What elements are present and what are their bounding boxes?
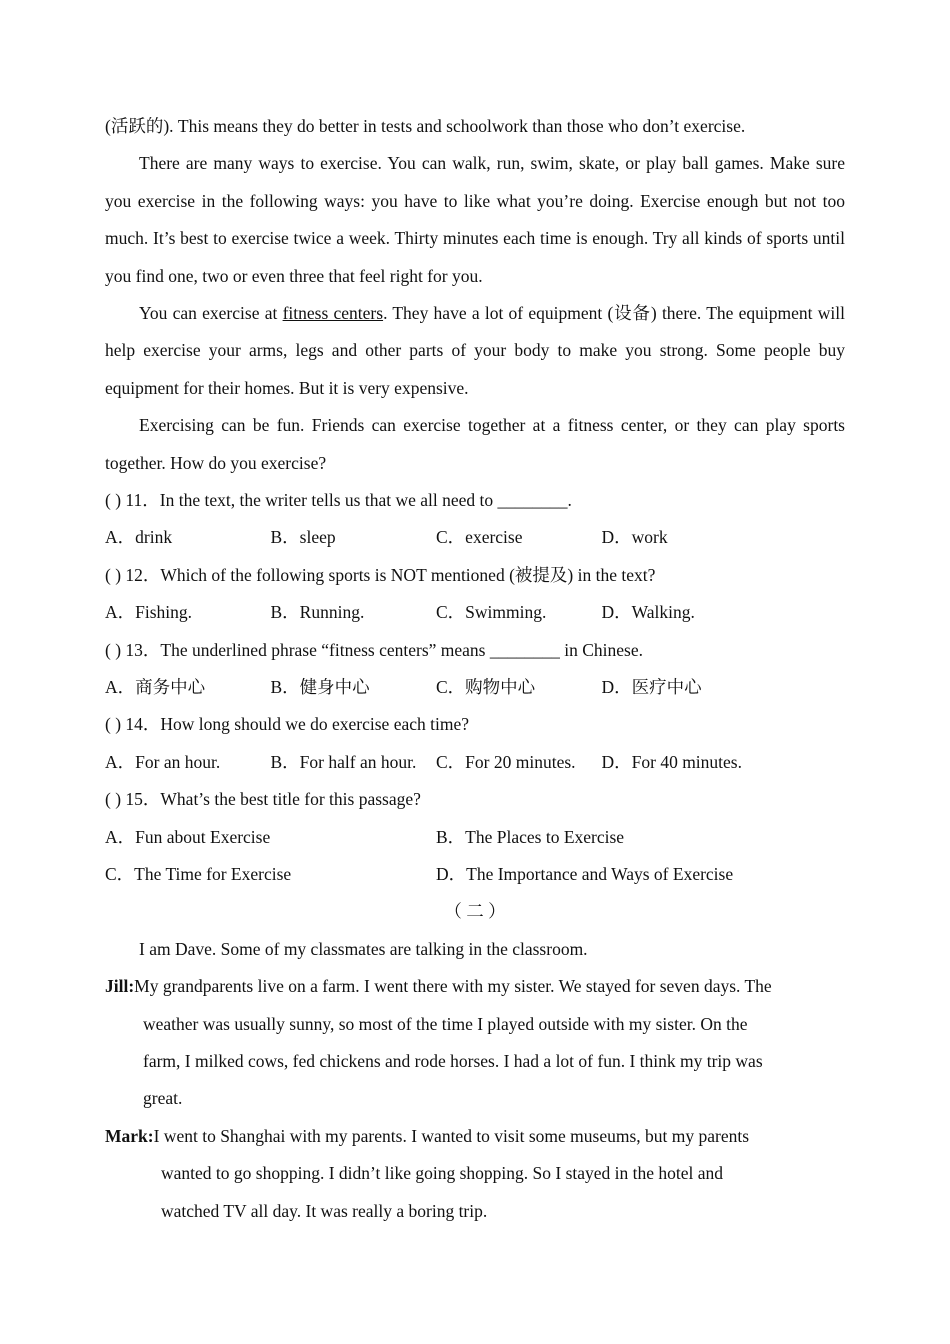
speech-line: I went to Shanghai with my parents. I wanted to visit some museums, but my parents <box>153 1125 750 1146</box>
speaker-name: Jill: <box>105 976 135 997</box>
speech-line: weather was usually sunny, so most of the time I played outside with my sister. On the <box>143 1013 748 1034</box>
option-d: D．Walking. <box>601 602 695 623</box>
option-b: B．健身中心 <box>270 677 370 697</box>
option-c: C．For 20 minutes. <box>436 751 576 772</box>
dialogue-mark <box>105 1118 845 1155</box>
option-c: C．The Time for Exercise <box>105 863 292 884</box>
options-14 <box>105 744 845 781</box>
question-14: ( ) 14．How long should we do exercise each time? <box>105 714 469 735</box>
question-15: ( ) 15．What’s the best title for this passage? <box>105 789 421 810</box>
option-a: A．商务中心 <box>105 677 206 697</box>
speech-line: watched TV all day. It was really a boring trip. <box>161 1200 488 1221</box>
underlined-phrase: fitness centers <box>282 303 384 324</box>
options-13 <box>105 669 845 706</box>
passage-paragraph-2: There are many ways to exercise. You can walk, run, swim, skate, or play ball games. Make sure you exercise in the following ways: you have to like what you’re doing. Exercise enough but not too much. It’s best to exercise twice a week. Thirty minutes each time is enough. Try all kinds of sports until you find one, two or even three that feel right for you. <box>105 153 845 286</box>
option-d: D．The Importance and Ways of Exercise <box>436 863 734 884</box>
section-heading: （ 二 ） <box>444 901 506 922</box>
option-d: D．work <box>601 527 668 548</box>
speaker-text <box>134 968 845 1005</box>
question-11: ( ) 11．In the text, the writer tells us that we all need to ________. <box>105 490 572 511</box>
options-15-row2 <box>105 856 845 893</box>
speech-line: farm, I milked cows, fed chickens and rode horses. I had a lot of fun. I think my trip was <box>143 1050 763 1071</box>
option-c: C．购物中心 <box>436 677 536 697</box>
option-d: D．For 40 minutes. <box>601 751 742 772</box>
option-b: B．sleep <box>270 527 336 548</box>
speech-line: great. <box>143 1088 183 1109</box>
option-a: A．Fun about Exercise <box>105 826 271 847</box>
option-b: B．The Places to Exercise <box>436 826 625 847</box>
option-b: B．Running. <box>270 602 365 623</box>
speech-line: wanted to go shopping. I didn’t like going shopping. So I stayed in the hotel and <box>161 1163 724 1184</box>
option-a: A．Fishing. <box>105 602 193 623</box>
options-11 <box>105 519 845 556</box>
passage-paragraph-3 <box>105 295 845 407</box>
para3-after: . They have a lot of equipment (设备) there. The equipment will help exercise your arms, legs and other parts of your body to make you strong. Some people buy equipment for their homes. But it is very expensive. <box>105 303 845 398</box>
para3-before: You can exercise at <box>139 303 283 324</box>
speech-line: My grandparents live on a farm. I went there with my sister. We stayed for seven days. The <box>134 976 772 997</box>
question-13: ( ) 13．The underlined phrase “fitness centers” means ________ in Chinese. <box>105 639 643 660</box>
option-c: C．exercise <box>436 527 523 548</box>
options-12 <box>105 594 845 631</box>
options-15-row1 <box>105 819 845 856</box>
option-a: A．drink <box>105 527 173 548</box>
dialogue-jill <box>105 968 845 1005</box>
option-d: D．医疗中心 <box>601 677 702 697</box>
passage-line-top: (活跃的). This means they do better in tests and schoolwork than those who don’t exercise. <box>105 116 746 136</box>
speaker-text <box>154 1118 845 1155</box>
option-a: A．For an hour. <box>105 751 221 772</box>
option-b: B．For half an hour. <box>270 751 417 772</box>
passage-paragraph-4: Exercising can be fun. Friends can exercise together at a fitness center, or they can play sports together. How do you exercise? <box>105 415 845 473</box>
document-page <box>105 108 845 1230</box>
section-intro: I am Dave. Some of my classmates are talking in the classroom. <box>139 938 588 959</box>
speaker-name: Mark: <box>105 1125 154 1146</box>
question-12: ( ) 12．Which of the following sports is NOT mentioned (被提及) in the text? <box>105 564 656 585</box>
option-c: C．Swimming. <box>436 602 547 623</box>
